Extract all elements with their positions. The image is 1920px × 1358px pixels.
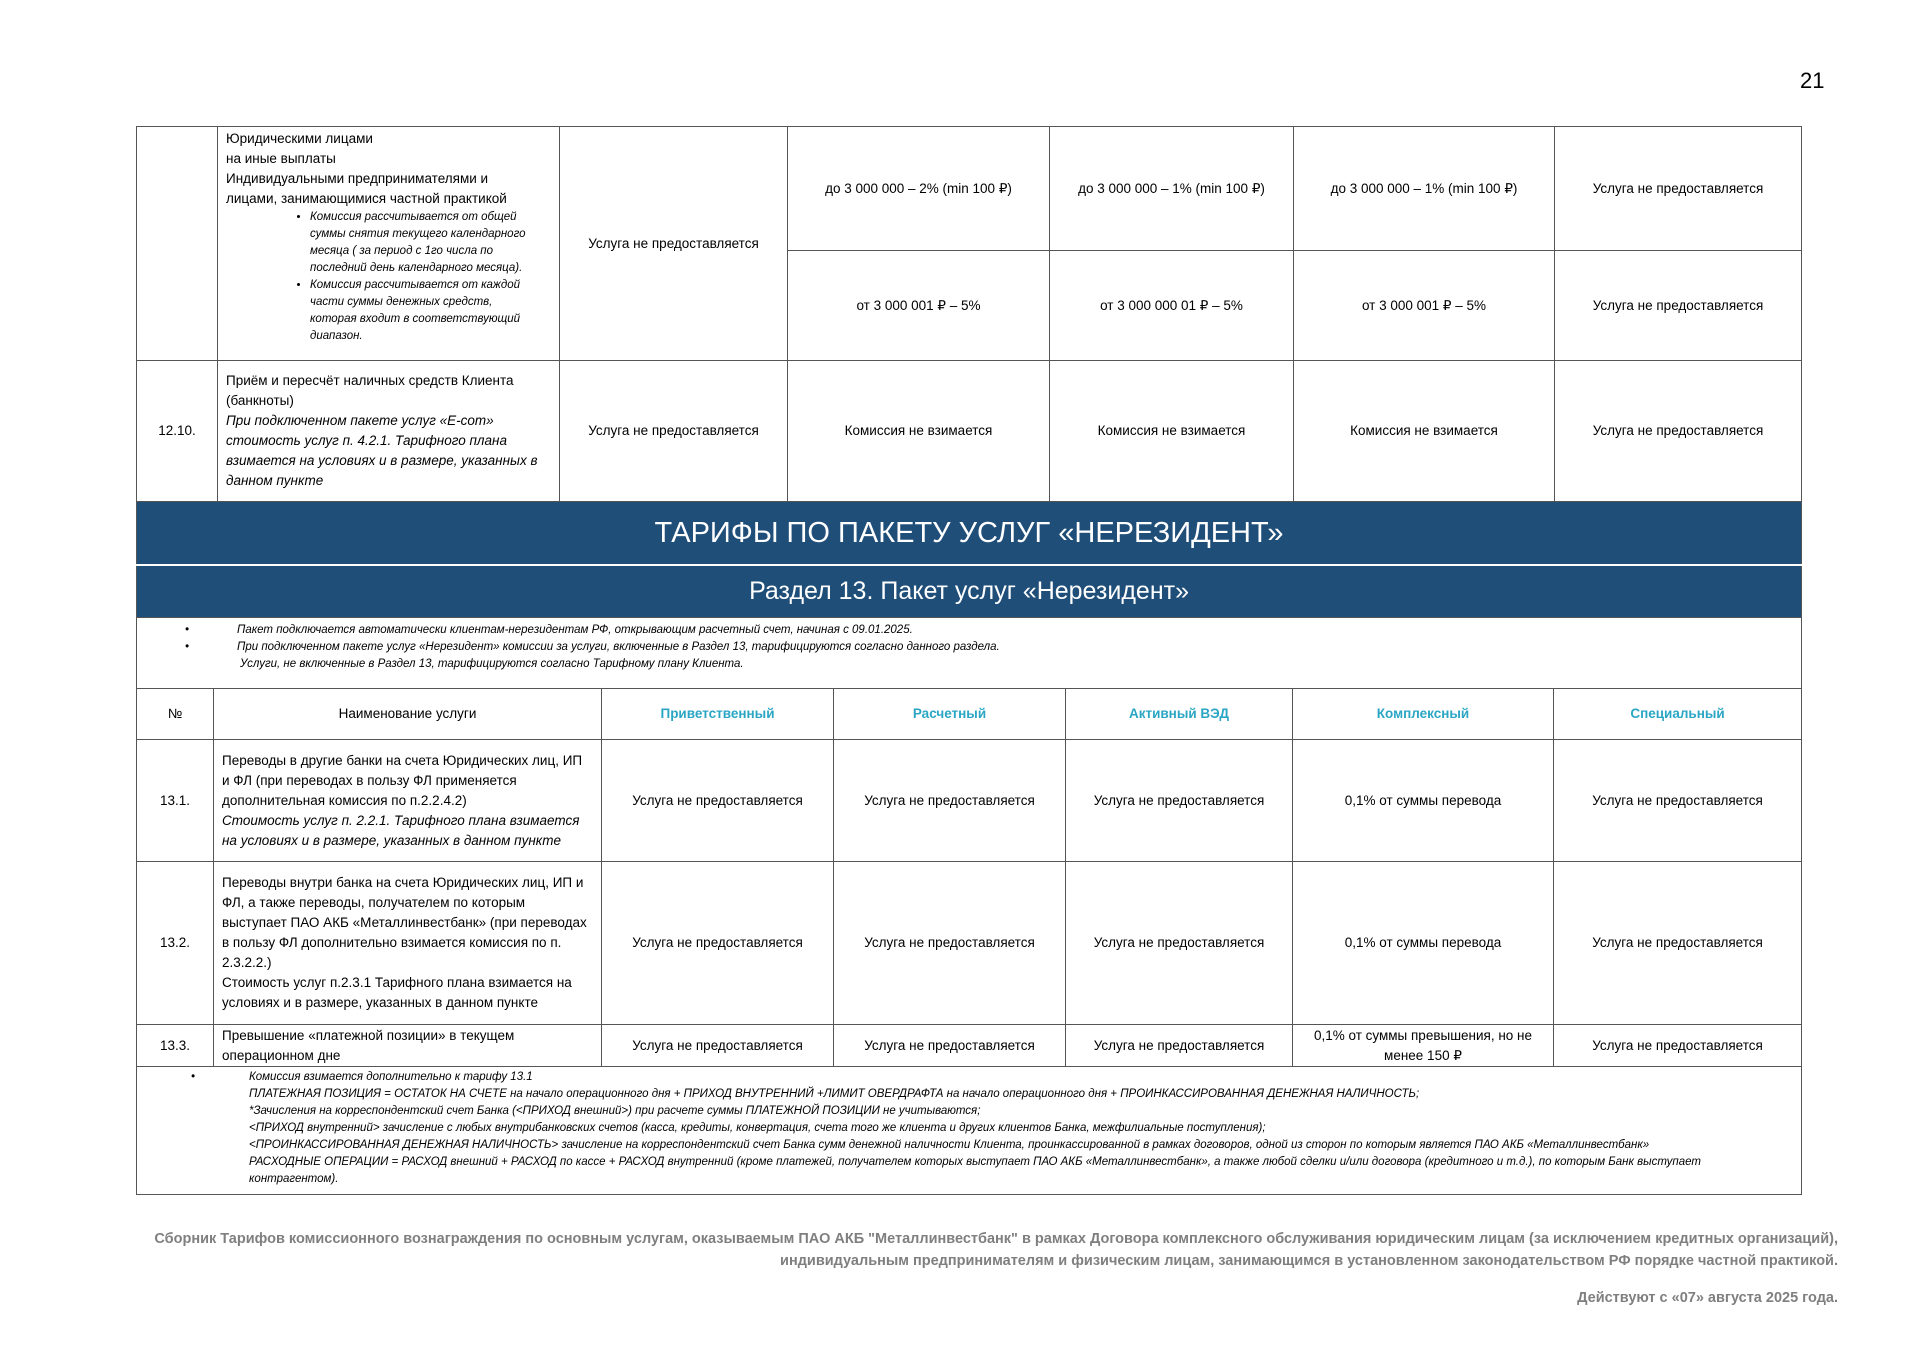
table-row xyxy=(137,127,1802,251)
service-name: Переводы в другие банки на счета Юридических лиц, ИП и ФЛ (при переводах в пользу ФЛ применяется дополнительная комиссия по п.2.2.4.2) xyxy=(222,752,583,808)
column-header-name: Наименование услуги xyxy=(214,689,602,740)
column-header-num: № xyxy=(137,689,214,740)
tariff-cell: Услуга не предоставляется xyxy=(560,127,788,361)
service-name: Приём и пересчёт наличных средств Клиента (банкноты) xyxy=(226,373,514,408)
tariff-cell: Услуга не предоставляется xyxy=(1555,361,1802,502)
tariff-cell: Услуга не предоставляется xyxy=(1066,1025,1293,1067)
table-row xyxy=(137,361,1802,502)
page-number: 21 xyxy=(1800,68,1825,93)
tariff-cell: Услуга не предоставляется xyxy=(1555,127,1802,251)
tariff-cell: от 3 000 000 01 ₽ – 5% xyxy=(1050,251,1294,361)
header-row xyxy=(137,689,1802,740)
tariff-cell: Услуга не предоставляется xyxy=(834,740,1066,862)
row-number-cell: 13.1. xyxy=(137,740,214,862)
note-text: Пакет подключается автоматически клиентам-нерезидентам РФ, открывающим расчетный счет, начиная с 09.01.2025. xyxy=(237,624,913,636)
tariff-cell: 0,1% от суммы перевода xyxy=(1293,740,1554,862)
tariff-cell: Услуга не предоставляется xyxy=(602,862,834,1025)
tariff-cell: Комиссия не взимается xyxy=(1050,361,1294,502)
note-text: РАСХОДНЫЕ ОПЕРАЦИИ = РАСХОД внешний + РАСХОД по кассе + РАСХОД внутренний (кроме платежей, получателем которых выступает ПАО АКБ «Металлинвестбанк», а также любой сделки и/или договора (кредитного и т.д.), по которым Банк выступает контрагентом). xyxy=(249,1156,1701,1185)
note-text: <ПРИХОД внутренний> зачисление с любых внутрибанковских счетов (касса, кредиты, конвертация, счета того же клиента и других клиентов Банка, межфилиальные поступления); xyxy=(249,1122,1266,1134)
tariff-table-section-12 xyxy=(136,126,1802,502)
service-name-note: При подключенном пакете услуг «E-com» стоимость услуг п. 4.2.1. Тарифного плана взимается на условиях и в размере, указанных в данном пункте xyxy=(226,413,538,488)
tariff-cell: 0,1% от суммы превышения, но не менее 150 ₽ xyxy=(1293,1025,1554,1067)
tariff-cell: до 3 000 000 – 2% (min 100 ₽) xyxy=(788,127,1050,251)
name-line: лицами, занимающимися частной практикой xyxy=(226,191,507,206)
footer-line: Сборник Тарифов комиссионного вознаграждения по основным услугам, оказываемым ПАО АКБ "Металлинвестбанк" в рамках Договора комплексного обслуживания юридическим лицам (за исключением кредитных организаций), xyxy=(154,1231,1838,1247)
tariff-table-section-13 xyxy=(136,501,1802,1195)
service-name-cell xyxy=(218,361,560,502)
intro-notes-row xyxy=(137,618,1802,689)
name-line: Индивидуальными предпринимателями и xyxy=(226,171,489,186)
tariff-cell: от 3 000 001 ₽ – 5% xyxy=(788,251,1050,361)
list-item: • Комиссия рассчитывается от общей суммы снятия текущего календарного месяца ( за период с 1го числа по последний день календарного месяца). xyxy=(310,209,541,277)
column-header-package: Расчетный xyxy=(834,689,1066,740)
bottom-notes-row xyxy=(137,1067,1802,1195)
section-band xyxy=(137,502,1802,565)
section-title: ТАРИФЫ ПО ПАКЕТУ УСЛУГ «НЕРЕЗИДЕНТ» xyxy=(137,502,1802,565)
section-subtitle: Раздел 13. Пакет услуг «Нерезидент» xyxy=(137,565,1802,618)
row-number-cell: 13.2. xyxy=(137,862,214,1025)
tariff-cell: Услуга не предоставляется xyxy=(1554,862,1802,1025)
table-row xyxy=(137,740,1802,862)
tariff-cell: Услуга не предоставляется xyxy=(1066,862,1293,1025)
tariff-cell: Услуга не предоставляется xyxy=(560,361,788,502)
tariff-cell: Комиссия не взимается xyxy=(1294,361,1555,502)
tariff-cell: Услуга не предоставляется xyxy=(1554,1025,1802,1067)
tariff-cell: Услуга не предоставляется xyxy=(602,740,834,862)
row-number-cell: 13.3. xyxy=(137,1025,214,1067)
tariff-cell: Услуга не предоставляется xyxy=(834,862,1066,1025)
column-header-package: Активный ВЭД xyxy=(1066,689,1293,740)
table-row xyxy=(137,1025,1802,1067)
tariff-cell: Услуга не предоставляется xyxy=(1066,740,1293,862)
intro-notes: • Пакет подключается автоматически клиентам-нерезидентам РФ, открывающим расчетный счет, начиная с 09.01.2025. • При подключенном пакете услуг «Нерезидент» комиссии за услуги, включенные в Раздел 13, тарифицируются согласно данного раздела. Услуги, не включенные в Раздел 13, тарифицируются согласно Тарифному плану Клиента. xyxy=(137,618,1802,689)
bottom-notes: • Комиссия взимается дополнительно к тарифу 13.1 ПЛАТЕЖНАЯ ПОЗИЦИЯ = ОСТАТОК НА СЧЕТЕ на начало операционного дня + ПРИХОД ВНУТРЕННИЙ +ЛИМИТ ОВЕРДРАФТА на начало операционного дня + ПРОИНКАССИРОВАННАЯ ДЕНЕЖНАЯ НАЛИЧНОСТЬ; *Зачисления на корреспондентский счет Банка (<ПРИХОД внешний>) при расчете суммы ПЛАТЕЖНОЙ ПОЗИЦИИ не учитываются; <ПРИХОД внутренний> зачисление с любых внутрибанковских счетов (касса, кредиты, конвертация, счета того же клиента и других клиентов Банка, межфилиальные поступления); <ПРОИНКАССИРОВАННАЯ ДЕНЕЖНАЯ НАЛИЧНОСТЬ> зачисление на корреспондентский счет Банка сумм денежной наличности Клиента, проинкассированной в рамках договоров, одной из сторон по которым является ПАО АКБ «Металлинвестбанк» РАСХОДНЫЕ ОПЕРАЦИИ = РАСХОД внешний + РАСХОД по кассе + РАСХОД внутренний (кроме платежей, получателем которых выступает ПАО АКБ «Металлинвестбанк», а также любой сделки и/или договора (кредитного и т.д.), по которым Банк выступает контрагентом). xyxy=(137,1067,1802,1195)
service-name-cell xyxy=(214,862,602,1025)
tariff-cell: до 3 000 000 – 1% (min 100 ₽) xyxy=(1294,127,1555,251)
tariff-cell: Услуга не предоставляется xyxy=(1554,740,1802,862)
service-name: Переводы внутри банка на счета Юридических лиц, ИП и ФЛ, а также переводы, получателем по которым выступает ПАО АКБ «Металлинвестбанк» (при переводах в пользу ФЛ дополнительно взимается комиссия по п. 2.3.2.2.) xyxy=(222,875,587,970)
tariff-cell: 0,1% от суммы перевода xyxy=(1293,862,1554,1025)
column-header-package: Приветственный xyxy=(602,689,834,740)
note-text: Комиссия взимается дополнительно к тарифу 13.1 xyxy=(249,1071,533,1083)
tariff-cell: Услуга не предоставляется xyxy=(1555,251,1802,361)
tariff-cell: Комиссия не взимается xyxy=(788,361,1050,502)
footer-line: индивидуальным предпринимателям и физическим лицам, занимающимся в установленном законодательством РФ порядке частной практикой. xyxy=(780,1253,1838,1269)
tariff-cell: до 3 000 000 – 1% (min 100 ₽) xyxy=(1050,127,1294,251)
commission-notes-list xyxy=(226,209,551,345)
column-header-package: Специальный xyxy=(1554,689,1802,740)
table-row xyxy=(137,862,1802,1025)
note-text: <ПРОИНКАССИРОВАННАЯ ДЕНЕЖНАЯ НАЛИЧНОСТЬ> зачисление на корреспондентский счет Банка сумм денежной наличности Клиента, проинкассированной в рамках договоров, одной из сторон по которым является ПАО АКБ «Металлинвестбанк» xyxy=(249,1139,1650,1151)
tariff-cell: от 3 000 001 ₽ – 5% xyxy=(1294,251,1555,361)
row-number-cell xyxy=(137,127,218,361)
service-name-note: Стоимость услуг п.2.3.1 Тарифного плана взимается на условиях и в размере, указанных в данном пункте xyxy=(222,975,572,1010)
tariff-cell: Услуга не предоставляется xyxy=(602,1025,834,1067)
name-line: Юридическими лицами xyxy=(226,131,373,146)
section-band xyxy=(137,565,1802,618)
service-name-cell xyxy=(214,740,602,862)
document-footer xyxy=(154,1228,1838,1272)
row-number-cell: 12.10. xyxy=(137,361,218,502)
service-name-cell: Превышение «платежной позиции» в текущем операционном дне xyxy=(214,1025,602,1067)
name-line: на иные выплаты xyxy=(226,151,336,166)
effective-date: Действуют с «07» августа 2025 года. xyxy=(1577,1290,1838,1306)
list-item: • Комиссия рассчитывается от каждой части суммы денежных средств, которая входит в соответствующий диапазон. xyxy=(310,277,541,345)
column-header-package: Комплексный xyxy=(1293,689,1554,740)
tariff-cell: Услуга не предоставляется xyxy=(834,1025,1066,1067)
service-name-note: Стоимость услуг п. 2.2.1. Тарифного плана взимается на условиях и в размере, указанных в данном пункте xyxy=(222,812,580,848)
service-name-cell xyxy=(218,127,560,361)
note-text: ПЛАТЕЖНАЯ ПОЗИЦИЯ = ОСТАТОК НА СЧЕТЕ на начало операционного дня + ПРИХОД ВНУТРЕННИЙ +ЛИМИТ ОВЕРДРАФТА на начало операционного дня + ПРОИНКАССИРОВАННАЯ ДЕНЕЖНАЯ НАЛИЧНОСТЬ; xyxy=(249,1088,1420,1100)
note-text: При подключенном пакете услуг «Нерезидент» комиссии за услуги, включенные в Раздел 13, тарифицируются согласно данного раздела. xyxy=(237,641,1000,653)
note-text: *Зачисления на корреспондентский счет Банка (<ПРИХОД внешний>) при расчете суммы ПЛАТЕЖНОЙ ПОЗИЦИИ не учитываются; xyxy=(249,1105,981,1117)
note-text: Услуги, не включенные в Раздел 13, тарифицируются согласно Тарифному плану Клиента. xyxy=(240,658,744,670)
